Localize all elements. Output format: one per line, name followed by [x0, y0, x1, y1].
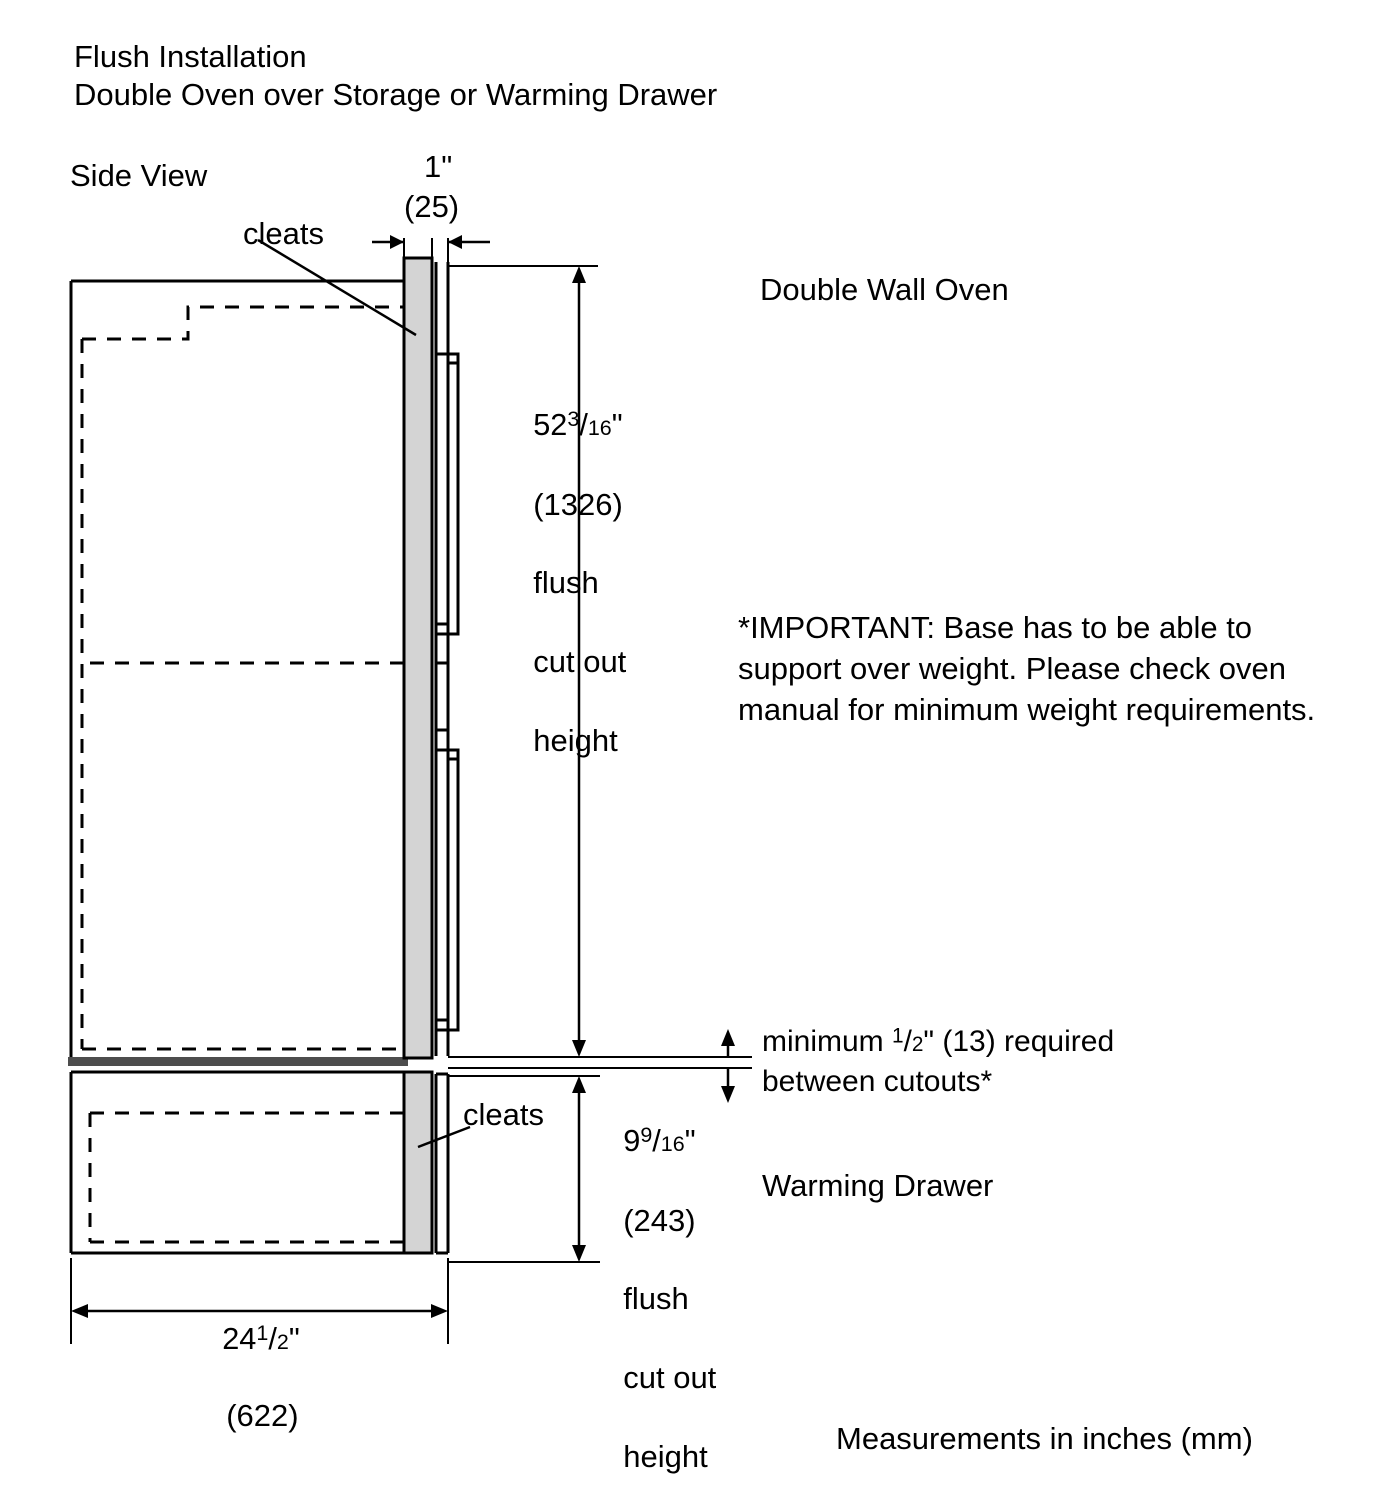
- min-between-num: 1: [892, 1024, 904, 1048]
- min-between-rest: " (13) required: [923, 1025, 1115, 1058]
- oven-cutout-unit: ": [611, 407, 623, 443]
- min-between-cutouts-label: minimum $^1$/2" (13) required between cutouts*: [762, 1024, 1115, 1098]
- cleat-upper: [404, 258, 432, 1058]
- depth-dimension: $24^1/2$" (622): [222, 1321, 300, 1434]
- side-view-label: Side View: [70, 158, 208, 193]
- page-title-line2: Double Oven over Storage or Warming Drawer: [74, 77, 718, 112]
- front-thickness-inches: 1": [424, 149, 453, 184]
- oven-dim-arrow-bottom: [572, 1040, 586, 1057]
- min-between-den: 2: [911, 1033, 924, 1056]
- drawer-cutout-den: 16: [660, 1132, 685, 1157]
- drawer-cutout-dimension: $9^9/16$" (243) flush cut out height: [623, 1123, 717, 1474]
- page-title-line1: Flush Installation: [74, 39, 307, 74]
- double-wall-oven-label: Double Wall Oven: [760, 272, 1009, 307]
- cleats-top-leader: [258, 240, 416, 335]
- oven-cutout-num: 3: [567, 407, 580, 432]
- oven-cabinet-dashed-top: [82, 307, 404, 339]
- depth-dim-arrow-left: [71, 1304, 88, 1318]
- oven-dim-arrow-top: [572, 266, 586, 283]
- drawer-cutout-desc2: cut out: [623, 1360, 717, 1396]
- min-between-line1: minimum: [762, 1025, 884, 1058]
- cleats-bottom-label: cleats: [463, 1097, 544, 1132]
- oven-cutout-desc2: cut out: [533, 644, 627, 680]
- depth-mm: (622): [226, 1398, 299, 1434]
- oven-cutout-desc1: flush: [533, 565, 599, 601]
- depth-num: 1: [256, 1321, 269, 1346]
- drawer-dim-arrow-bottom: [572, 1245, 586, 1262]
- gap-arrow-up: [721, 1029, 735, 1046]
- cleat-lower: [404, 1072, 432, 1253]
- drawer-cutout-unit: ": [684, 1123, 696, 1159]
- oven-cutout-whole: 52: [533, 407, 568, 443]
- min-between-line2: between cutouts*: [762, 1064, 993, 1098]
- depth-den: 2: [276, 1330, 289, 1355]
- lower-door-inner: [436, 759, 448, 1020]
- important-note: *IMPORTANT: Base has to be able to support over weight. Please check oven manual for minimum weight requirements.: [738, 610, 1316, 727]
- front-thickness-mm: (25): [404, 189, 460, 224]
- upper-door-inner: [436, 363, 448, 624]
- cleats-top-label: cleats: [243, 216, 324, 251]
- oven-cutout-mm: (1326): [533, 486, 623, 522]
- depth-unit: ": [288, 1321, 300, 1357]
- oven-cutout-dimension: $52^3/16$" (1326) flush cut out height: [533, 407, 627, 758]
- measurements-note: Measurements in inches (mm): [836, 1421, 1253, 1456]
- drawer-dim-arrow-top: [572, 1076, 586, 1093]
- drawer-cutout-num: 9: [640, 1123, 653, 1148]
- depth-dim-arrow-right: [431, 1304, 448, 1318]
- drawer-cutout-whole: 9: [623, 1123, 641, 1159]
- drawer-cutout-mm: (243): [623, 1202, 696, 1238]
- depth-whole: 24: [222, 1321, 257, 1357]
- gap-arrow-down: [721, 1086, 735, 1103]
- top-dim-arrow-right: [448, 235, 462, 249]
- drawer-cutout-desc1: flush: [623, 1281, 689, 1317]
- top-dim-arrow-left: [390, 235, 404, 249]
- warming-drawer-label: Warming Drawer: [762, 1168, 994, 1203]
- oven-cutout-desc3: height: [533, 722, 618, 758]
- oven-base-bar: [68, 1057, 408, 1066]
- drawer-cutout-desc3: height: [623, 1438, 708, 1474]
- oven-cutout-den: 16: [587, 416, 612, 441]
